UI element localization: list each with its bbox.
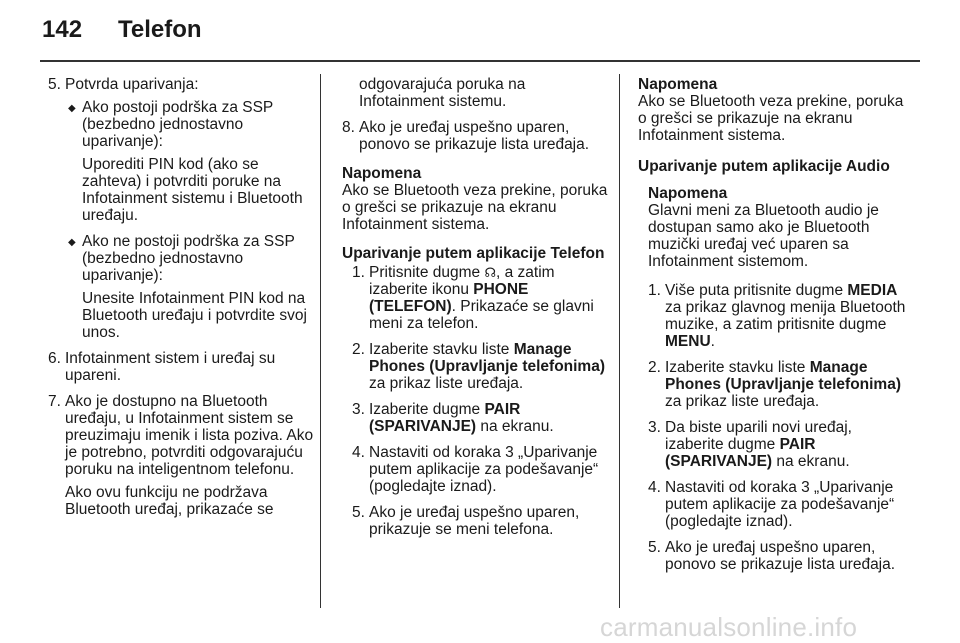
column-divider-2 bbox=[619, 74, 620, 608]
note-box bbox=[648, 185, 910, 270]
step-7-continued: odgovarajuća poruka na Infotainment sistemu. bbox=[359, 76, 526, 110]
column-divider-1 bbox=[320, 74, 321, 608]
section-heading-audio: Uparivanje putem aplikacije Audio bbox=[638, 158, 890, 175]
bullet-no-ssp: ◆ Ako ne postoji podrška za SSP (bezbedno jednostavno uparivanje): Unesite Infotainment PIN kod na Bluetooth uređaju i potvrdite svoj unos. bbox=[68, 233, 307, 341]
diamond-bullet-icon: ◆ bbox=[68, 103, 76, 114]
audio-step-1: 1. Više puta pritisnite dugme MEDIA za prikaz glavnog menija Bluetooth muzike, a zatim pritisnite dugme MENU. bbox=[648, 282, 906, 350]
phone-step-1: 1. Pritisnite dugme ☊, a zatim izaberite ikonu PHONE (TELEFON). Prikazaće se glavni meni za telefon. bbox=[352, 264, 594, 332]
step-7: 7. Ako je dostupno na Bluetooth uređaju, u Infotainment sistem se preuzimaju imenik i lista poziva. Ako je potrebno, potvrditi odgovarajuću poruku na inteligentnom telefonu. Ako ovu funkciju ne podržava Bluetooth uređaj, prikazaće se bbox=[48, 393, 314, 518]
header-rule bbox=[40, 60, 920, 62]
note-box bbox=[638, 76, 910, 144]
page-number: 142 bbox=[42, 16, 83, 43]
column-2 bbox=[342, 76, 610, 547]
step-6: 6. Infotainment sistem i uređaj su upareni. bbox=[48, 350, 276, 384]
audio-step-5: 5. Ako je uređaj uspešno uparen, ponovo se prikazuje lista uređaja. bbox=[648, 539, 896, 573]
phone-step-3: 3. Izaberite dugme PAIR (SPARIVANJE) na ekranu. bbox=[352, 401, 554, 435]
phone-step-2: 2. Izaberite stavku liste Manage Phones (Upravljanje telefonima) za prikaz liste uređaja. bbox=[352, 341, 605, 392]
phone-step-5: 5. Ako je uređaj uspešno uparen, prikazuje se meni telefona. bbox=[352, 504, 580, 538]
step-8: 8. Ako je uređaj uspešno uparen, ponovo se prikazuje lista uređaja. bbox=[342, 119, 590, 153]
note-label: Napomena bbox=[648, 185, 728, 202]
phone-button-icon: ☊ bbox=[484, 265, 496, 280]
note-label: Napomena bbox=[638, 76, 718, 93]
phone-step-4: 4. Nastaviti od koraka 3 „Uparivanje putem aplikacije za podešavanje“ (pogledajte iznad). bbox=[352, 444, 599, 495]
note-label: Napomena bbox=[342, 165, 422, 182]
audio-step-3: 3. Da biste uparili novi uređaj, izaberite dugme PAIR (SPARIVANJE) na ekranu. bbox=[648, 419, 852, 470]
section-title: Telefon bbox=[118, 16, 202, 43]
watermark: carmanualsonline.info bbox=[600, 612, 858, 642]
step-5: 5. Potvrda uparivanja: ◆ Ako postoji podrška za SSP (bezbedno jednostavno uparivanje): Uporediti PIN kod (ako se zahteva) i potvrditi poruke na Infotainment sistemu i Bluetooth uređaju. ◆ Ako ne postoji podrška za SSP (bezbedno jednostavno uparivanje): Unesite Infotainment PIN kod na Bluetooth uređaju i potvrdite svoj unos. bbox=[48, 76, 316, 341]
column-3 bbox=[638, 76, 910, 582]
note-text: Ako se Bluetooth veza prekine, poruka o grešci se prikazuje na ekranu Infotainment sistema. bbox=[638, 93, 904, 144]
bullet-ssp: ◆ Ako postoji podrška za SSP (bezbedno jednostavno uparivanje): Uporediti PIN kod (ako se zahteva) i potvrditi poruke na Infotainment sistemu i Bluetooth uređaju. bbox=[68, 99, 303, 224]
page-header bbox=[0, 0, 960, 60]
section-heading-phone: Uparivanje putem aplikacije Telefon bbox=[342, 245, 605, 262]
audio-step-4: 4. Nastaviti od koraka 3 „Uparivanje putem aplikacije za podešavanje“ (pogledajte iznad). bbox=[648, 479, 895, 530]
column-1 bbox=[48, 76, 316, 527]
step-text: Potvrda uparivanja: bbox=[65, 76, 199, 93]
note-text: Ako se Bluetooth veza prekine, poruka o grešci se prikazuje na ekranu Infotainment sistema. bbox=[342, 182, 608, 233]
note-box bbox=[342, 165, 610, 233]
audio-step-2: 2. Izaberite stavku liste Manage Phones (Upravljanje telefonima) za prikaz liste uređaja. bbox=[648, 359, 901, 410]
note-text: Glavni meni za Bluetooth audio je dostupan samo ako je Bluetooth muzički uređaj već uparen sa Infotainment sistemom. bbox=[648, 202, 879, 270]
diamond-bullet-icon: ◆ bbox=[68, 237, 76, 248]
